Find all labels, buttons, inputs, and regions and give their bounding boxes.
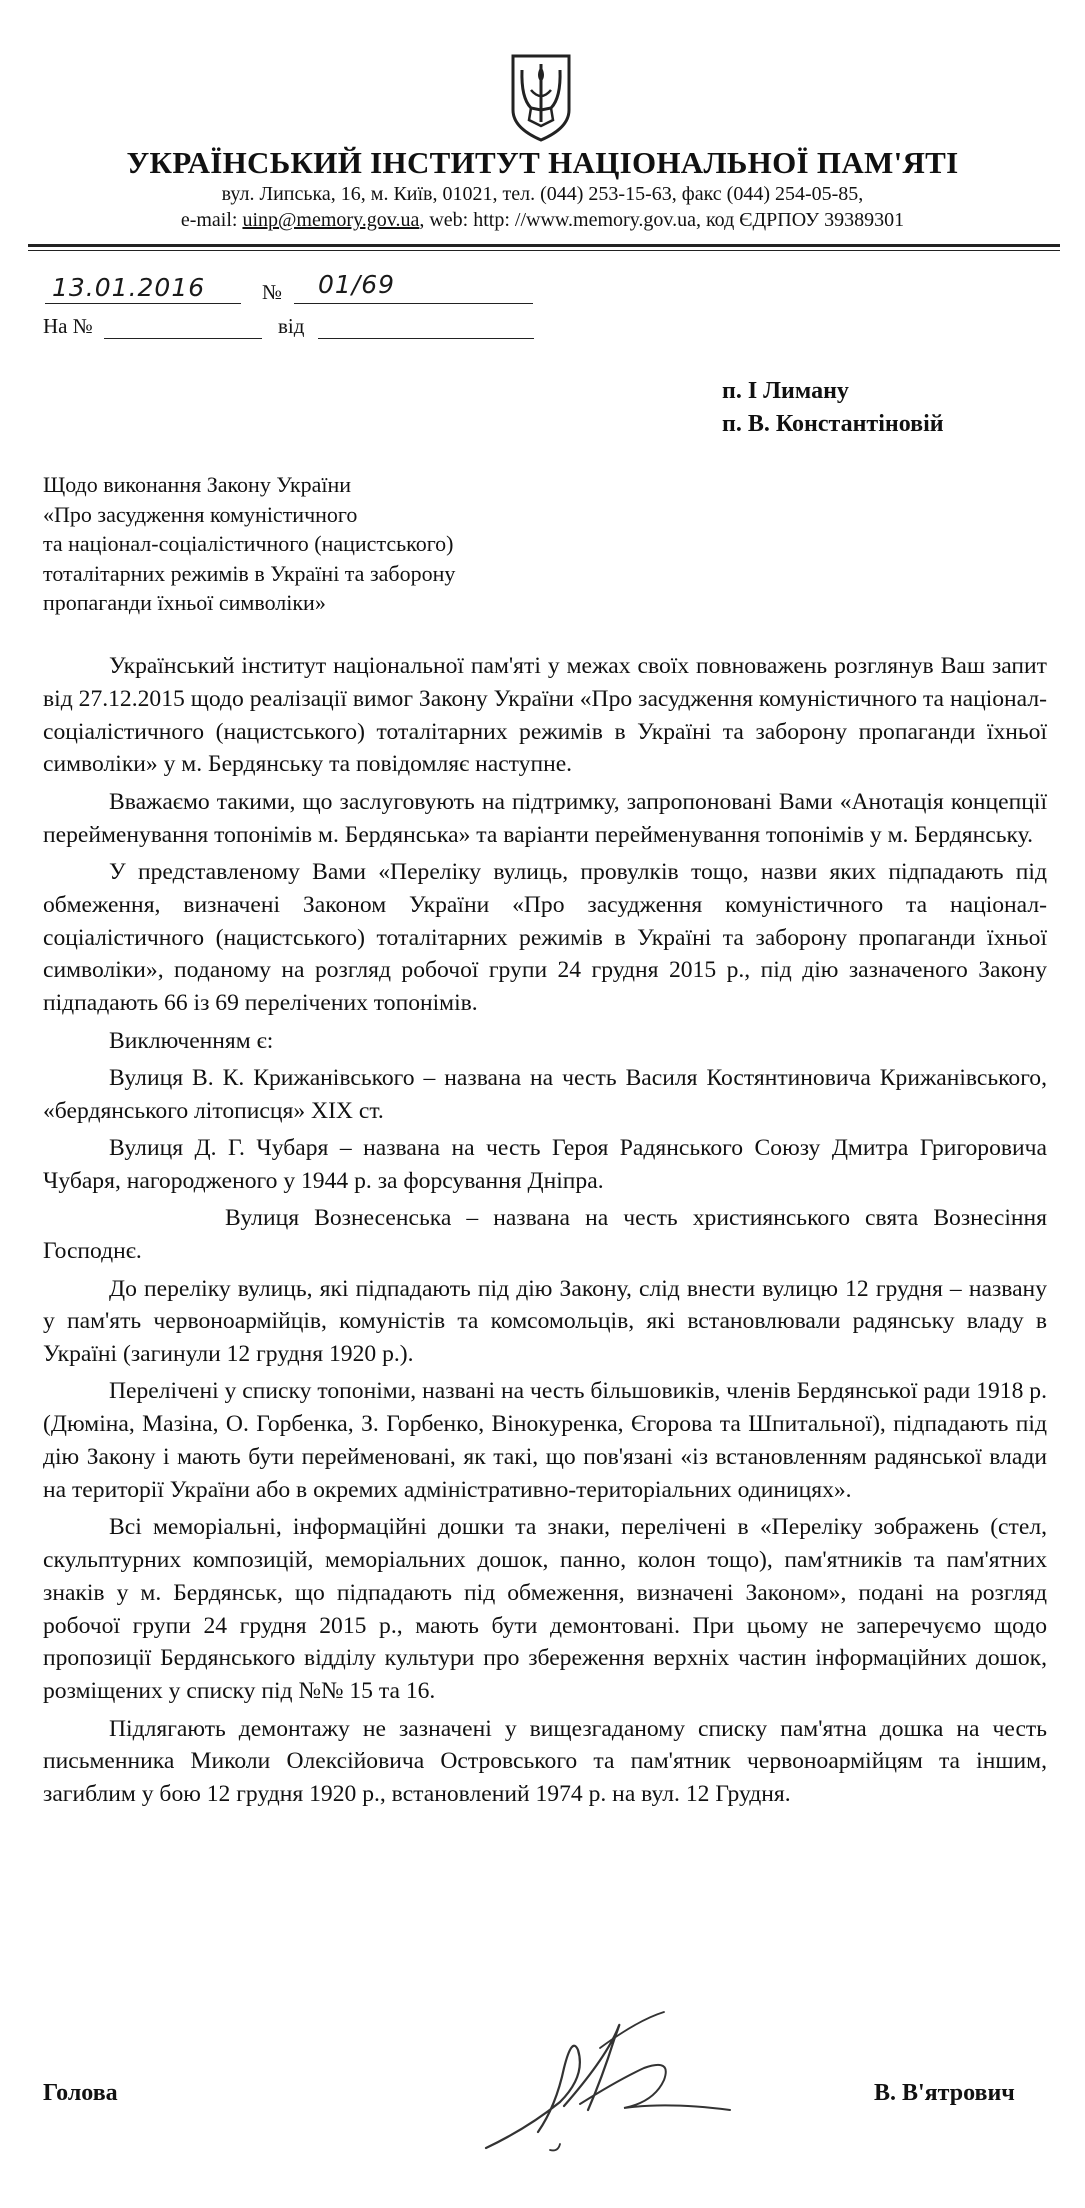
subject-line: Щодо виконання Закону України <box>43 472 352 497</box>
body-paragraph: Вважаємо такими, що заслуговують на підтримку, запропоновані Вами «Анотація концепції перейменування топонімів м. Бердянська» та варіанти перейменування топонімів у м. Бердянську. <box>43 788 1047 848</box>
subject-line: та націонал-соціалістичного (нацистського) <box>43 531 454 556</box>
subject-line: «Про засудження комуністичного <box>43 501 358 527</box>
letter-body <box>43 650 1047 1816</box>
from-label: від <box>278 314 305 338</box>
contacts-prefix: e-mail: <box>180 209 243 231</box>
number-label: № <box>262 280 283 304</box>
body-paragraph: Всі меморіальні, інформаційні дошки та знаки, перелічені в «Переліку зображень (стел, скульптурних композицій, меморіальних дошок, панно, колон тощо), пам'ятників та пам'ятних знаків у м. Бердянськ, що підпадають під обмеження, визначені Законом», подані на розгляд робочої групи 24 грудня 2015 р., мають бути демонтовані. При цьому не заперечуємо щодо пропозиції Бердянського відділу культури про збереження верхніх частин інформаційних дошок, розміщених у списку під №№ 15 та 16. <box>43 1514 1047 1705</box>
header-rule <box>28 244 1060 247</box>
body-paragraph: Перелічені у списку топоніми, названі на честь більшовиків, членів Бердянської ради 1918 р. (Дюміна, Мазіна, О. Горбенка, З. Горбенко, Вінокуренка, Єгорова та Шпитальної), підпадають під дію Закону і мають бути перейменовані, як такі, що пов'язані «із встановленням радянської влади на території України або в окремих адміністративно-територіальних одиницях». <box>43 1378 1047 1503</box>
from-underline <box>318 338 534 339</box>
signatory-name: В. В'ятрович <box>874 2080 1015 2106</box>
subject-line: пропаганди їхньої символіки» <box>43 590 326 615</box>
number-underline <box>294 303 533 304</box>
outgoing-date: 13.01.2016 <box>52 273 206 302</box>
signatory-role: Голова <box>43 2080 118 2106</box>
date-underline <box>45 303 241 304</box>
organization-address: вул. Липська, 16, м. Київ, 01021, тел. (044) 253-15-63, факс (044) 254-05-85, <box>221 183 864 205</box>
organization-contacts <box>0 209 1085 232</box>
body-paragraph: Вулиця Вознесенська – названа на честь християнського свята Вознесіння Господнє. <box>43 1205 1047 1265</box>
organization-name: УКРАЇНСЬКИЙ ІНСТИТУТ НАЦІОНАЛЬНОЇ ПАМ'ЯТІ <box>126 145 959 180</box>
trident-emblem-icon <box>507 52 575 142</box>
body-paragraph: Український інститут національної пам'яті у межах своїх повноважень розглянув Ваш запит від 27.12.2015 щодо реалізації вимог Закону України «Про засудження комуністичного та націонал-соціалістичного (нацистського) тоталітарних режимів в Україні та заборону пропаганди їхньої символіки» у м. Бердянську та повідомляє наступне. <box>43 653 1047 778</box>
addressee-1: п. І Лиману <box>722 378 849 404</box>
outgoing-number: 01/69 <box>318 270 396 299</box>
reference-label: На № <box>43 314 93 338</box>
handwritten-signature <box>468 2010 738 2160</box>
body-paragraph: До переліку вулиць, які підпадають під дію Закону, слід внести вулицю 12 грудня – названу у пам'ять червоноармійців, комуністів та комсомольців, які встановлювали радянську владу в Україні (загинули 12 грудня 1920 р.). <box>43 1275 1047 1368</box>
addressee-2: п. В. Константіновій <box>722 411 944 437</box>
body-paragraph: Виключенням є: <box>109 1027 274 1054</box>
subject-line: тоталітарних режимів в Україні та заборону <box>43 560 456 586</box>
body-paragraph: Вулиця В. К. Крижанівського – названа на честь Василя Костянтиновича Крижанівського, «бердянського літописця» XIX ст. <box>43 1064 1047 1124</box>
email-link[interactable]: uinp@memory.gov.ua <box>242 209 420 231</box>
contacts-suffix: , web: http: //www.memory.gov.ua, код ЄДРПОУ 39389301 <box>419 209 905 231</box>
letter-subject <box>43 470 603 618</box>
body-paragraph: У представленому Вами «Переліку вулиць, провулків тощо, назви яких підпадають під обмеження, визначені Законом України «Про засудження комуністичного та націонал-соціалістичного (нацистського) тоталітарних режимів в Україні та заборону пропаганди їхньої символіки», поданому на розгляд робочої групи 24 грудня 2015 р., під дію зазначеного Закону підпадають 66 із 69 перелічених топонімів. <box>43 858 1047 1017</box>
body-paragraph: Підлягають демонтажу не зазначені у вищезгаданому списку пам'ятна дошка на честь письменника Миколи Олексійовича Островського та пам'ятник червоноармійцям та іншим, загиблим у бою 12 грудня 1920 р., встановлений 1974 р. на вул. 12 Грудня. <box>43 1715 1047 1808</box>
reference-underline <box>104 338 262 339</box>
header-rule-thin <box>28 250 1060 251</box>
body-paragraph: Вулиця Д. Г. Чубаря – названа на честь Героя Радянського Союзу Дмитра Григоровича Чубаря, нагородженого у 1944 р. за форсування Дніпра. <box>43 1135 1047 1194</box>
